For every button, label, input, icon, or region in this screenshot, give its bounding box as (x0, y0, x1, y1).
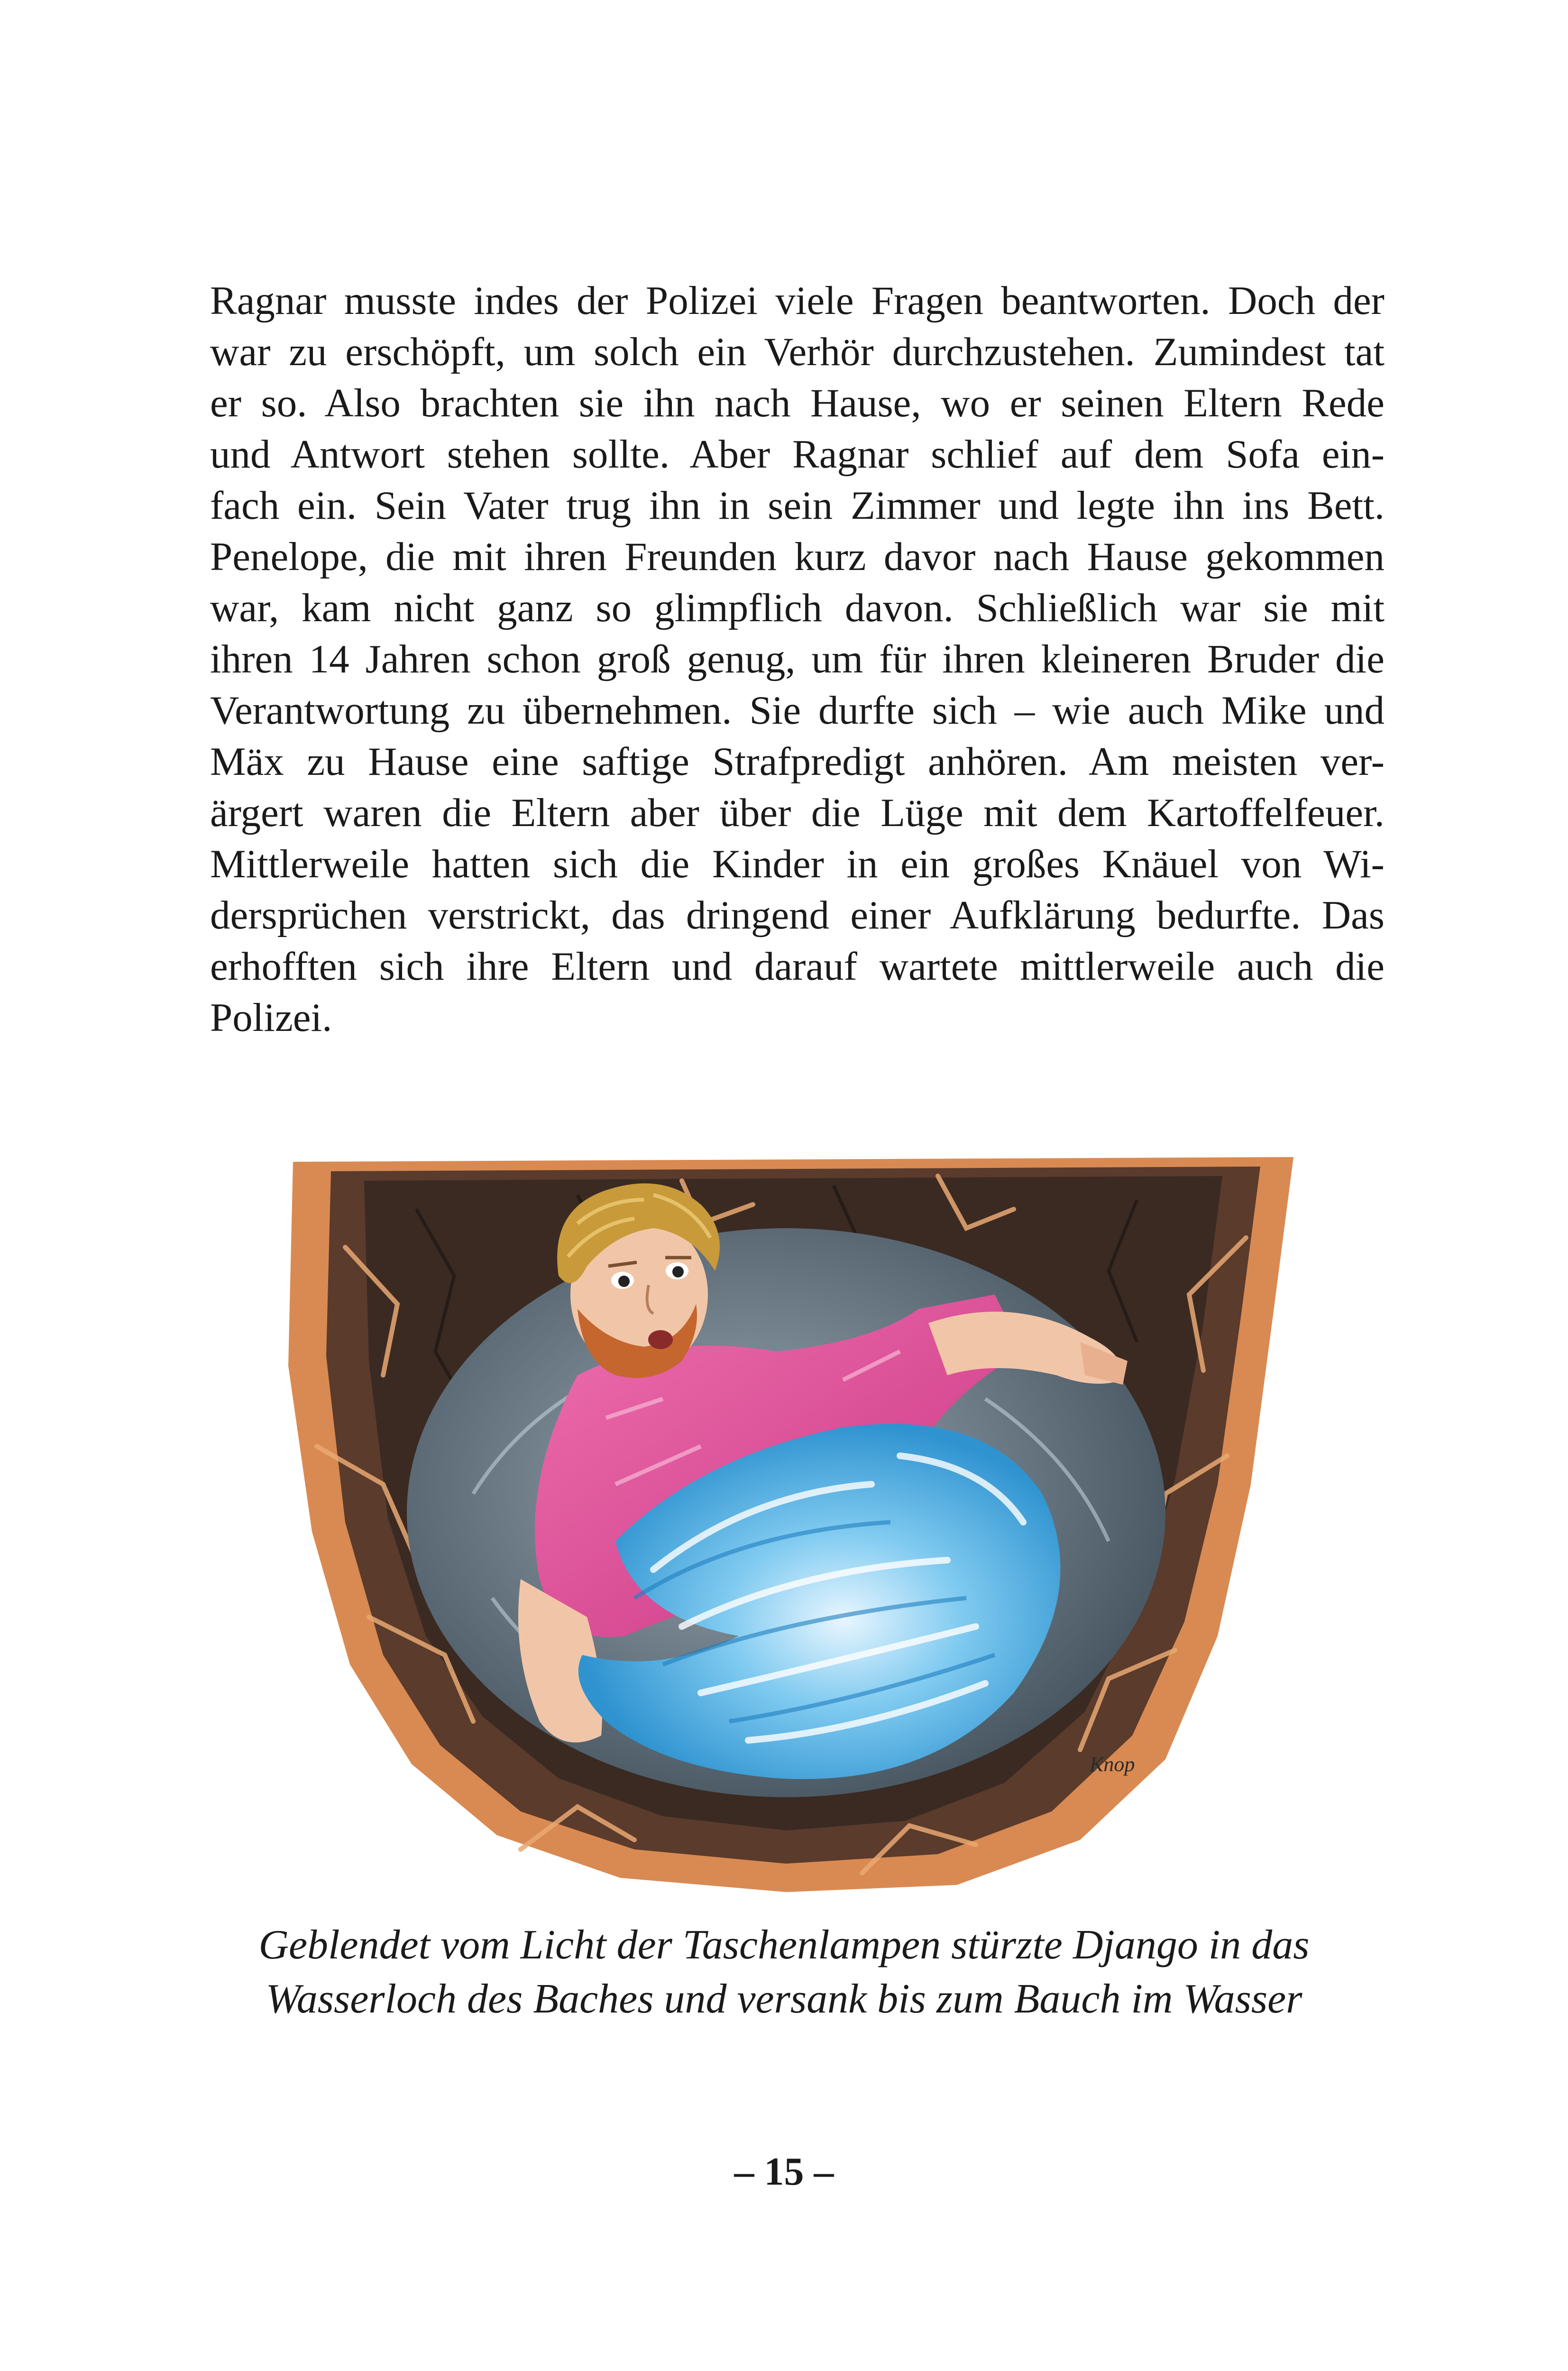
text-line: war, kam nicht ganz so glimpflich davon. Schließlich war sie mit (210, 586, 1385, 630)
text-line: erhofften sich ihre Eltern und darauf wartete mittlerweile auch die (210, 944, 1385, 989)
text-line: ärgert waren die Eltern aber über die Lüge mit dem Kartoffelfeuer. (210, 790, 1385, 835)
text-line: Mäx zu Hause eine saftige Strafpredigt anhören. Am meisten ver- (210, 739, 1385, 784)
illustration-caption (142, 1918, 1426, 2026)
text-line: er so. Also brachten sie ihn nach Hause, wo er seinen Eltern Rede (210, 381, 1385, 425)
artist-signature: Knop (1090, 1753, 1135, 1776)
page-number: – 15 – (734, 2150, 834, 2194)
text-line: ihren 14 Jahren schon groß genug, um für ihren kleineren Bruder die (210, 637, 1385, 681)
body-paragraph (210, 275, 1385, 1043)
text-line: und Antwort stehen sollte. Aber Ragnar schlief auf dem Sofa ein- (210, 432, 1385, 477)
text-line: Penelope, die mit ihren Freunden kurz davor nach Hause gekommen (210, 534, 1385, 579)
text-line: Mittlerweile hatten sich die Kinder in ein großes Knäuel von Wi- (210, 842, 1385, 886)
illustration-man-in-waterhole (274, 1152, 1308, 1892)
text-line: dersprüchen verstrickt, das dringend einer Aufklärung bedurfte. Das (210, 893, 1385, 937)
caption-line: Wasserloch des Baches und versank bis zum Bauch im Wasser (266, 1976, 1302, 2022)
text-line: war zu erschöpft, um solch ein Verhör durchzustehen. Zumindest tat (210, 330, 1385, 374)
caption-line: Geblendet vom Licht der Taschenlampen stürzte Django in das (258, 1922, 1310, 1968)
text-line-last: Polizei. (210, 995, 332, 1040)
text-line: Ragnar musste indes der Polizei viele Fragen beantworten. Doch der (210, 278, 1385, 323)
text-line: Verantwortung zu übernehmen. Sie durfte sich – wie auch Mike und (210, 688, 1385, 733)
text-line: fach ein. Sein Vater trug ihn in sein Zimmer und legte ihn ins Bett. (210, 483, 1385, 528)
